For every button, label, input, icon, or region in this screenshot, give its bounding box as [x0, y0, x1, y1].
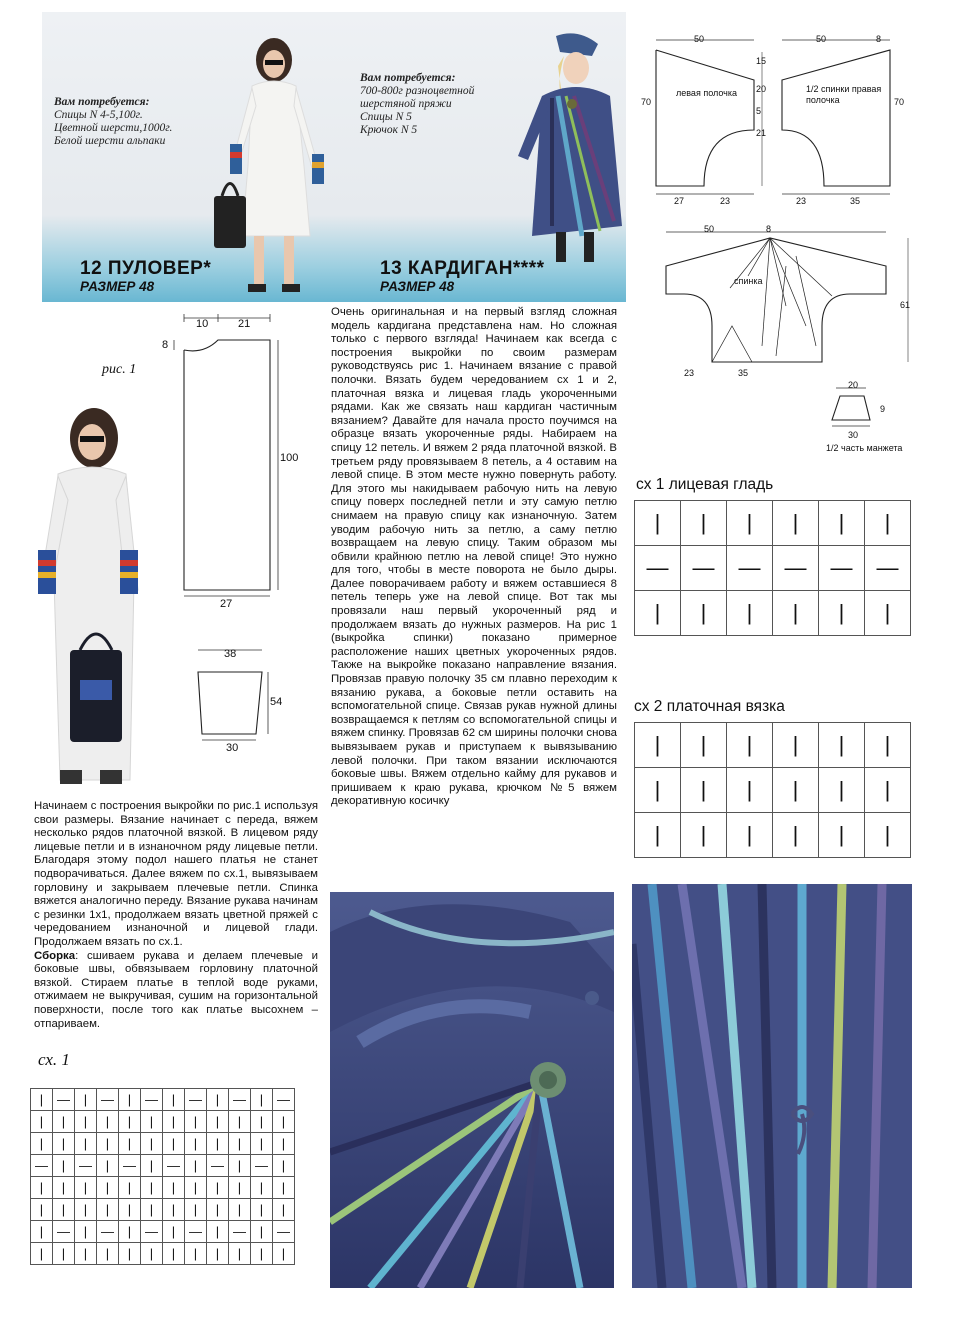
chart-cell: |: [97, 1177, 119, 1199]
pattern-label: левая полочка: [676, 88, 737, 98]
cardigan-detail-photo-1: [330, 892, 614, 1288]
chart-cell: |: [207, 1221, 229, 1243]
pattern-label: 1/2 часть манжета: [826, 443, 903, 453]
dim-label: 5: [756, 106, 762, 116]
chart-cell: —: [185, 1089, 207, 1111]
chart-cell: |: [163, 1089, 185, 1111]
chart-cell: |: [635, 723, 681, 768]
dim-label: 61: [900, 300, 911, 310]
dim-label: 38: [224, 648, 237, 660]
chart-row: [635, 546, 911, 591]
chart-cell: —: [97, 1221, 119, 1243]
chart-cell: |: [773, 813, 819, 858]
chart-cell: |: [251, 1243, 273, 1265]
header-banner: [42, 12, 626, 302]
chart-cell: |: [229, 1199, 251, 1221]
assembly-paragraph: : сшиваем рукава и делаем плечевые и боковые швы, обвязываем горловину платочной вязкой. Стираем платье в теплой воде руками, отжимаем не выкручивая, сушим на горизонтальной поверхности, после того как платье высохнем – отпариваем.: [34, 949, 318, 1030]
chart-cell: |: [119, 1199, 141, 1221]
chart-row: [31, 1089, 295, 1111]
dim-label: 8: [766, 224, 772, 234]
dim-label: 23: [684, 368, 695, 378]
chart-cell: |: [119, 1111, 141, 1133]
chart-cell: |: [251, 1221, 273, 1243]
requirements-title: Вам потребуется:: [54, 96, 150, 108]
chart-cell: |: [75, 1089, 97, 1111]
chart-cell: |: [75, 1221, 97, 1243]
chart-cell: |: [97, 1243, 119, 1265]
requirements-pullover: [54, 96, 224, 148]
pattern-label: 1/2 спинки правая полочка: [806, 84, 882, 105]
assembly-heading: Сборка: [34, 949, 76, 962]
chart-title: сх 1 лицевая гладь: [636, 476, 774, 493]
chart-cell: |: [251, 1089, 273, 1111]
dim-label: 10: [196, 318, 209, 330]
chart-cell: |: [53, 1155, 75, 1177]
chart-cell: |: [53, 1243, 75, 1265]
chart-cell: |: [185, 1177, 207, 1199]
chart-cell: |: [163, 1133, 185, 1155]
dim-label: 30: [848, 430, 859, 440]
chart-cell: |: [229, 1155, 251, 1177]
chart-cell: |: [251, 1133, 273, 1155]
chart-cell: |: [163, 1243, 185, 1265]
chart-cell: |: [681, 723, 727, 768]
model-photo-cardigan: [512, 26, 626, 266]
requirement-line: Белой шерсти альпаки: [54, 135, 166, 147]
dim-label: 54: [270, 696, 283, 708]
chart-cell: |: [273, 1177, 295, 1199]
chart-cell: |: [819, 768, 865, 813]
chart-cell: |: [163, 1221, 185, 1243]
model-photo-pullover: [212, 26, 352, 302]
requirement-line: Спицы N 5: [360, 111, 412, 123]
chart-cell: |: [681, 768, 727, 813]
requirements-cardigan: [360, 72, 520, 137]
pullover-size: РАЗМЕР 48: [80, 279, 155, 294]
chart-cell: |: [865, 813, 911, 858]
chart-cell: |: [119, 1133, 141, 1155]
chart-cell: |: [31, 1243, 53, 1265]
chart-cell: |: [163, 1199, 185, 1221]
chart-cell: |: [635, 591, 681, 636]
chart-cell: |: [119, 1221, 141, 1243]
chart-cell: |: [207, 1111, 229, 1133]
dim-label: 30: [226, 742, 239, 754]
chart-cell: |: [53, 1199, 75, 1221]
dim-label: 21: [756, 128, 767, 138]
dim-label: 35: [850, 196, 861, 206]
chart-cell: —: [229, 1221, 251, 1243]
chart-cell: |: [681, 591, 727, 636]
chart-cell: |: [251, 1199, 273, 1221]
chart-cell: —: [819, 546, 865, 591]
chart-cell: |: [273, 1133, 295, 1155]
chart-cell: |: [119, 1177, 141, 1199]
chart-cell: |: [163, 1111, 185, 1133]
chart-cell: |: [141, 1111, 163, 1133]
chart-cell: |: [75, 1243, 97, 1265]
chart-cell: |: [819, 591, 865, 636]
pattern-label: спинка: [734, 276, 763, 286]
chart-cell: |: [141, 1199, 163, 1221]
chart-cell: |: [97, 1111, 119, 1133]
chart-cell: |: [31, 1133, 53, 1155]
chart-cell: —: [635, 546, 681, 591]
chart-cell: |: [273, 1199, 295, 1221]
chart-cell: |: [635, 813, 681, 858]
chart-cell: —: [53, 1089, 75, 1111]
chart-cell: |: [865, 768, 911, 813]
requirement-line: шерстяной пряжи: [360, 98, 452, 110]
cardigan-size: РАЗМЕР 48: [380, 279, 455, 294]
chart-cell: —: [141, 1089, 163, 1111]
chart-row: [31, 1243, 295, 1265]
chart-cell: |: [119, 1243, 141, 1265]
chart-cell: |: [865, 591, 911, 636]
requirement-line: 700-800г разноцветной: [360, 85, 475, 97]
chart-cell: |: [819, 501, 865, 546]
stitch-chart-sx1-small: [30, 1088, 295, 1265]
chart-cell: |: [727, 768, 773, 813]
dim-label: 21: [238, 318, 251, 330]
chart-cell: |: [141, 1243, 163, 1265]
chart-cell: |: [75, 1133, 97, 1155]
chart-cell: |: [207, 1089, 229, 1111]
cardigan-title: 13 КАРДИГАН****: [380, 258, 545, 279]
chart-cell: |: [97, 1155, 119, 1177]
dim-label: 15: [756, 56, 767, 66]
dim-label: 70: [641, 97, 652, 107]
dim-label: 23: [796, 196, 807, 206]
chart-cell: |: [207, 1177, 229, 1199]
chart-cell: |: [819, 813, 865, 858]
pullover-instructions: [34, 800, 318, 1031]
chart-cell: |: [53, 1133, 75, 1155]
chart-cell: |: [53, 1111, 75, 1133]
chart-cell: —: [865, 546, 911, 591]
requirement-line: Крючок N 5: [360, 124, 418, 136]
chart-cell: |: [865, 501, 911, 546]
chart-cell: |: [229, 1111, 251, 1133]
chart-cell: |: [773, 501, 819, 546]
chart-cell: |: [273, 1155, 295, 1177]
chart-cell: —: [727, 546, 773, 591]
requirement-line: Цветной шерсти,1000г.: [54, 122, 173, 134]
chart-cell: —: [31, 1155, 53, 1177]
chart-cell: —: [251, 1155, 273, 1177]
chart-cell: |: [31, 1111, 53, 1133]
cardigan-detail-photo-2: [632, 884, 912, 1288]
chart-cell: |: [251, 1177, 273, 1199]
chart-cell: |: [773, 723, 819, 768]
model-photo-dress: [30, 400, 140, 790]
chart-cell: |: [727, 501, 773, 546]
dim-label: 50: [694, 34, 705, 44]
chart-cell: |: [635, 501, 681, 546]
chart-cell: |: [819, 723, 865, 768]
chart-row: [31, 1155, 295, 1177]
chart-cell: |: [185, 1111, 207, 1133]
chart-cell: |: [681, 501, 727, 546]
chart-row: [31, 1177, 295, 1199]
chart-cell: |: [773, 591, 819, 636]
stitch-chart-sx2: [634, 722, 911, 858]
dim-label: 27: [674, 196, 685, 206]
dim-label: 23: [720, 196, 731, 206]
chart-title: сх 2 платочная вязка: [634, 698, 785, 715]
figure-label: рис. 1: [102, 362, 137, 377]
chart-cell: |: [727, 723, 773, 768]
chart-cell: |: [53, 1177, 75, 1199]
chart-cell: |: [97, 1199, 119, 1221]
chart-cell: |: [185, 1243, 207, 1265]
chart-row: [635, 501, 911, 546]
chart-cell: |: [635, 768, 681, 813]
dim-label: 20: [756, 84, 767, 94]
dim-label: 8: [162, 339, 169, 351]
chart-cell: |: [141, 1177, 163, 1199]
chart-cell: |: [163, 1177, 185, 1199]
chart-cell: —: [97, 1089, 119, 1111]
requirements-title: Вам потребуется:: [360, 72, 456, 84]
requirement-line: Спицы N 4-5,100г.: [54, 109, 143, 121]
chart-cell: |: [185, 1155, 207, 1177]
dim-label: 50: [816, 34, 827, 44]
chart-row: [635, 723, 911, 768]
chart-row: [31, 1133, 295, 1155]
chart-cell: |: [273, 1111, 295, 1133]
chart-cell: |: [273, 1243, 295, 1265]
chart-row: [31, 1221, 295, 1243]
chart-cell: |: [31, 1199, 53, 1221]
stitch-chart-sx1: [634, 500, 911, 636]
chart-cell: |: [251, 1111, 273, 1133]
chart-cell: |: [75, 1177, 97, 1199]
chart-cell: —: [185, 1221, 207, 1243]
chart-cell: |: [207, 1133, 229, 1155]
dim-label: 27: [220, 598, 233, 610]
chart-cell: |: [185, 1133, 207, 1155]
chart-cell: |: [141, 1155, 163, 1177]
chart-cell: —: [273, 1221, 295, 1243]
chart-cell: |: [141, 1133, 163, 1155]
chart-cell: |: [773, 768, 819, 813]
chart-cell: |: [727, 591, 773, 636]
chart-row: [635, 591, 911, 636]
chart-row: [31, 1199, 295, 1221]
chart-cell: —: [229, 1089, 251, 1111]
chart-cell: —: [119, 1155, 141, 1177]
chart-row: [635, 768, 911, 813]
chart-cell: —: [773, 546, 819, 591]
chart-cell: |: [229, 1133, 251, 1155]
chart-cell: —: [273, 1089, 295, 1111]
chart-row: [31, 1111, 295, 1133]
chart-cell: —: [75, 1155, 97, 1177]
chart-cell: |: [31, 1221, 53, 1243]
chart-cell: |: [75, 1199, 97, 1221]
chart-cell: |: [229, 1177, 251, 1199]
dim-label: 70: [894, 97, 905, 107]
pullover-title: 12 ПУЛОВЕР*: [80, 258, 212, 279]
dim-label: 9: [880, 404, 886, 414]
chart-cell: |: [31, 1089, 53, 1111]
dim-label: 35: [738, 368, 749, 378]
chart-cell: |: [31, 1177, 53, 1199]
dim-label: 100: [280, 452, 299, 464]
chart-cell: |: [865, 723, 911, 768]
chart-cell: |: [97, 1133, 119, 1155]
chart-cell: |: [75, 1111, 97, 1133]
chart-row: [635, 813, 911, 858]
chart-cell: |: [681, 813, 727, 858]
chart-cell: |: [207, 1199, 229, 1221]
chart-cell: |: [207, 1243, 229, 1265]
chart-cell: —: [53, 1221, 75, 1243]
chart-cell: —: [163, 1155, 185, 1177]
dim-label: 8: [876, 34, 882, 44]
cardigan-instructions: Очень оригинальная и на первый взгляд сложная модель кардигана представлена нам. Но сложная только с первого взгляда! Начинаем как всегда с построения выкройки по своим размерам руководствуясь рис 1. Начинаем вязание с правой полочки. Вязать будем чередованием сх 1 и 2, платочная вязка и лицевая гладь укороченными рядами. Как же связать наш кардиган частичным вязанием? Давайте для начала просто поучимся на образце вязать укороченные ряды. Набираем на спицу 12 петель. И вяжем 2 ряда платочной вязкой. В третьем ряду провязываем 8 петель, а 4 оставим на левой спице. В этом месте нужно повернуть работу. Для этого мы накидываем рабочую нить на левую спицу поверх последней петли и эту самую петлю снимаем на правую спицу как изнаночную. Затем уводим рабочую нить за петлю, а саму петлю возвращаем на левую спицу. Таким образом мы обвили крайнюю петлю на левой спице! Это нужно для того, чтобы в месте поворота не было дыры. Далее поворачиваем работу и вяжем оставшиеся 8 петель теперь уже на левой спице. Вот так мы провязали наш первый укороченный ряд и продолжаем вязать до нужных размеров. На рис 1 (выкройка спинки) показано примерное расположение наших цветных укороченных рядов. Также на выкройке показано направление вязания. Провязав правую полочку 35 см плавно переходим к вязанию рукава, а боковые петли оставить на вспомогательной спице. Связав рукав нужной длины возвращаемся к петлям со вспомогательной спицы и вяжем спинку. Провязав 62 см ширины полочки снова вывязываем рукав и приступаем к вывязыванию левой полочки. При таком вязании исключаются боковые швы. Вяжем отдельно кайму для рукавов и пришиваем к краю рукава, крючком №5 вяжем декоративную косичку: [331, 306, 617, 808]
chart-label: сх. 1: [38, 1050, 70, 1069]
chart-cell: —: [141, 1221, 163, 1243]
instructions-paragraph: Начинаем с построения выкройки по рис.1 используя свои размеры. Вязание начинает с переда, вяжем несколько рядов платочной вязкой. В лицевом ряду лицевые петли и в изнаночном ряду лицевые петли. Благодаря этому подол нашего платья не станет подворачиваться. Далее вяжем по сх.1, вывязываем горловину и закрываем плечевые петли. Спинка вяжется аналогично переду. Вязание рукава начинам с резинки 1х1, продолжаем вязать цветной пряжей с чередованием изнаночной и лицевой глади. Продолжаем вязать по сх.1.: [34, 800, 318, 948]
chart-cell: |: [119, 1089, 141, 1111]
chart-cell: |: [229, 1243, 251, 1265]
dim-label: 50: [704, 224, 715, 234]
chart-cell: —: [207, 1155, 229, 1177]
chart-cell: |: [185, 1199, 207, 1221]
chart-cell: —: [681, 546, 727, 591]
chart-cell: |: [727, 813, 773, 858]
dim-label: 20: [848, 380, 859, 390]
